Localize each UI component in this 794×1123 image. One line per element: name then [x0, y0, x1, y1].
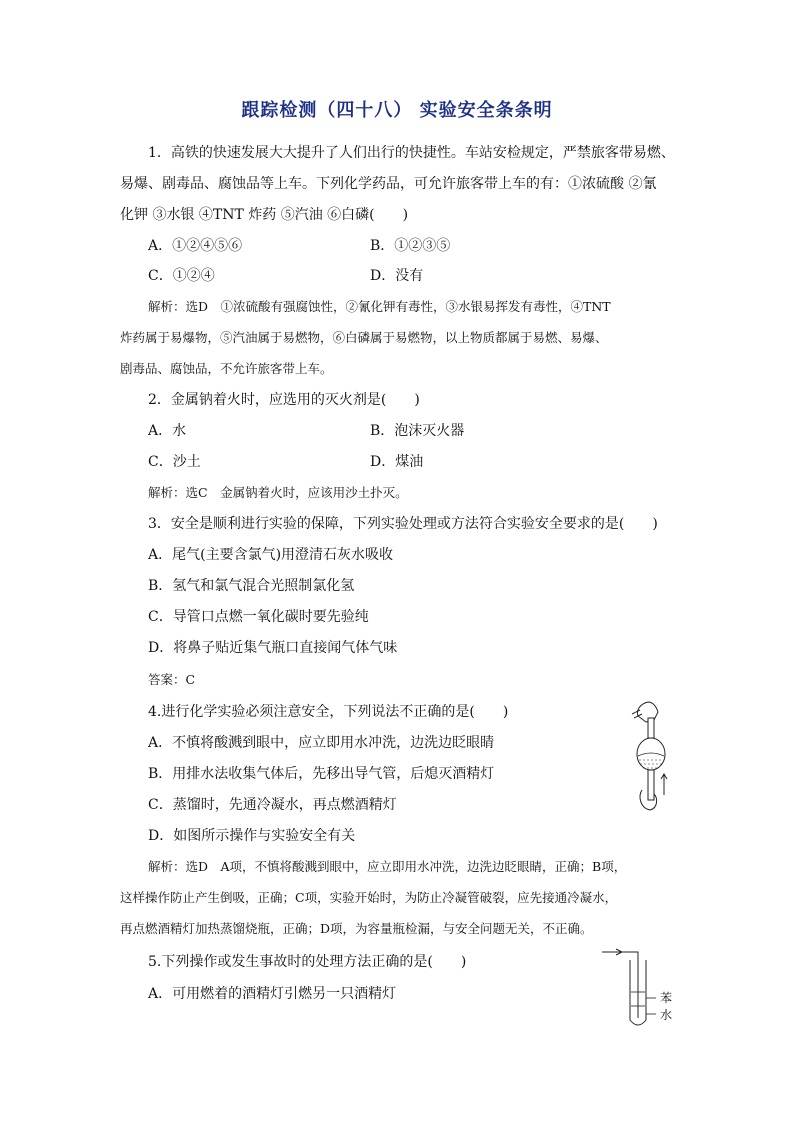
q4-option-c: C．蒸馏时，先通冷凝水，再点燃酒精灯 [148, 797, 397, 813]
q3-stem: 3．安全是顺利进行实验的保障，下列实验处理或方法符合实验安全要求的是( ) [148, 516, 658, 532]
q1-analysis-line1: 解析：选D ①浓硫酸有强腐蚀性，②氰化钾有毒性，③水银易挥发有毒性，④TNT [148, 299, 611, 314]
q3-answer: 答案：C [148, 672, 196, 687]
q3-option-a: A．尾气(主要含氯气)用澄清石灰水吸收 [148, 547, 394, 563]
q1-analysis-line3: 剧毒品、腐蚀品，不允许旅客带上车。 [120, 361, 333, 376]
benzene-label: 苯 [660, 991, 673, 1005]
q4-analysis-line2: 这样操作防止产生倒吸，正确；C项，实验开始时，为防止冷凝管破裂，应先接通冷凝水， [120, 890, 618, 905]
volumetric-flask-figure [628, 700, 678, 825]
q4-stem: 4.进行化学实验必须注意安全，下列说法不正确的是( ) [148, 704, 509, 720]
q1-option-b: B．①②③⑤ [370, 238, 451, 254]
q4-option-a: A．不慎将酸溅到眼中，应立即用水冲洗，边洗边眨眼睛 [148, 735, 495, 751]
q1-stem-line1: 1．高铁的快速发展大大提升了人们出行的快捷性。车站安检规定，严禁旅客带易燃、 [148, 145, 675, 161]
q1-stem-line3: 化钾 ③水银 ④TNT 炸药 ⑤汽油 ⑥白磷( ) [120, 207, 409, 223]
q3-option-c: C．导管口点燃一氧化碳时要先验纯 [148, 609, 369, 625]
water-label: 水 [660, 1008, 673, 1022]
q1-option-d: D．没有 [370, 268, 424, 284]
page-title: 跟踪检测（四十八） 实验安全条条明 [241, 100, 553, 121]
q4-option-d: D．如图所示操作与实验安全有关 [148, 828, 356, 844]
q4-analysis-line1: 解析：选D A项，不慎将酸溅到眼中，应立即用水冲洗，边洗边眨眼睛，正确；B项， [148, 859, 627, 874]
q4-analysis-line3: 再点燃酒精灯加热蒸馏烧瓶，正确；D项，为容量瓶检漏，与安全问题无关，不正确。 [120, 921, 593, 936]
q3-option-d: D．将鼻子贴近集气瓶口直接闻气体气味 [148, 640, 398, 656]
q3-option-b: B．氢气和氯气混合光照制氯化氢 [148, 578, 355, 594]
q5-option-a: A．可用燃着的酒精灯引燃另一只酒精灯 [148, 986, 397, 1002]
q5-stem: 5.下列操作或发生事故时的处理方法正确的是( ) [148, 954, 467, 970]
q2-option-c: C．沙土 [148, 454, 201, 470]
q2-option-b: B．泡沫灭火器 [370, 423, 465, 439]
q1-stem-line2: 易爆、剧毒品、腐蚀品等上车。下列化学药品，可允许旅客带上车的有：①浓硫酸 ②氰 [120, 176, 657, 192]
q2-option-a: A．水 [148, 423, 187, 439]
q2-option-d: D．煤油 [370, 454, 424, 470]
q1-option-c: C．①②④ [148, 268, 215, 284]
q4-option-b: B．用排水法收集气体后，先移出导气管，后熄灭酒精灯 [148, 766, 495, 782]
q1-analysis-line2: 炸药属于易爆物，⑤汽油属于易燃物，⑥白磷属于易燃物，以上物质都属于易燃、易爆、 [120, 330, 608, 345]
q2-stem: 2．金属钠着火时，应选用的灭火剂是( ) [148, 392, 420, 408]
q2-analysis: 解析：选C 金属钠着火时，应该用沙土扑灭。 [148, 485, 408, 500]
q1-option-a: A．①②④⑤⑥ [148, 238, 243, 254]
